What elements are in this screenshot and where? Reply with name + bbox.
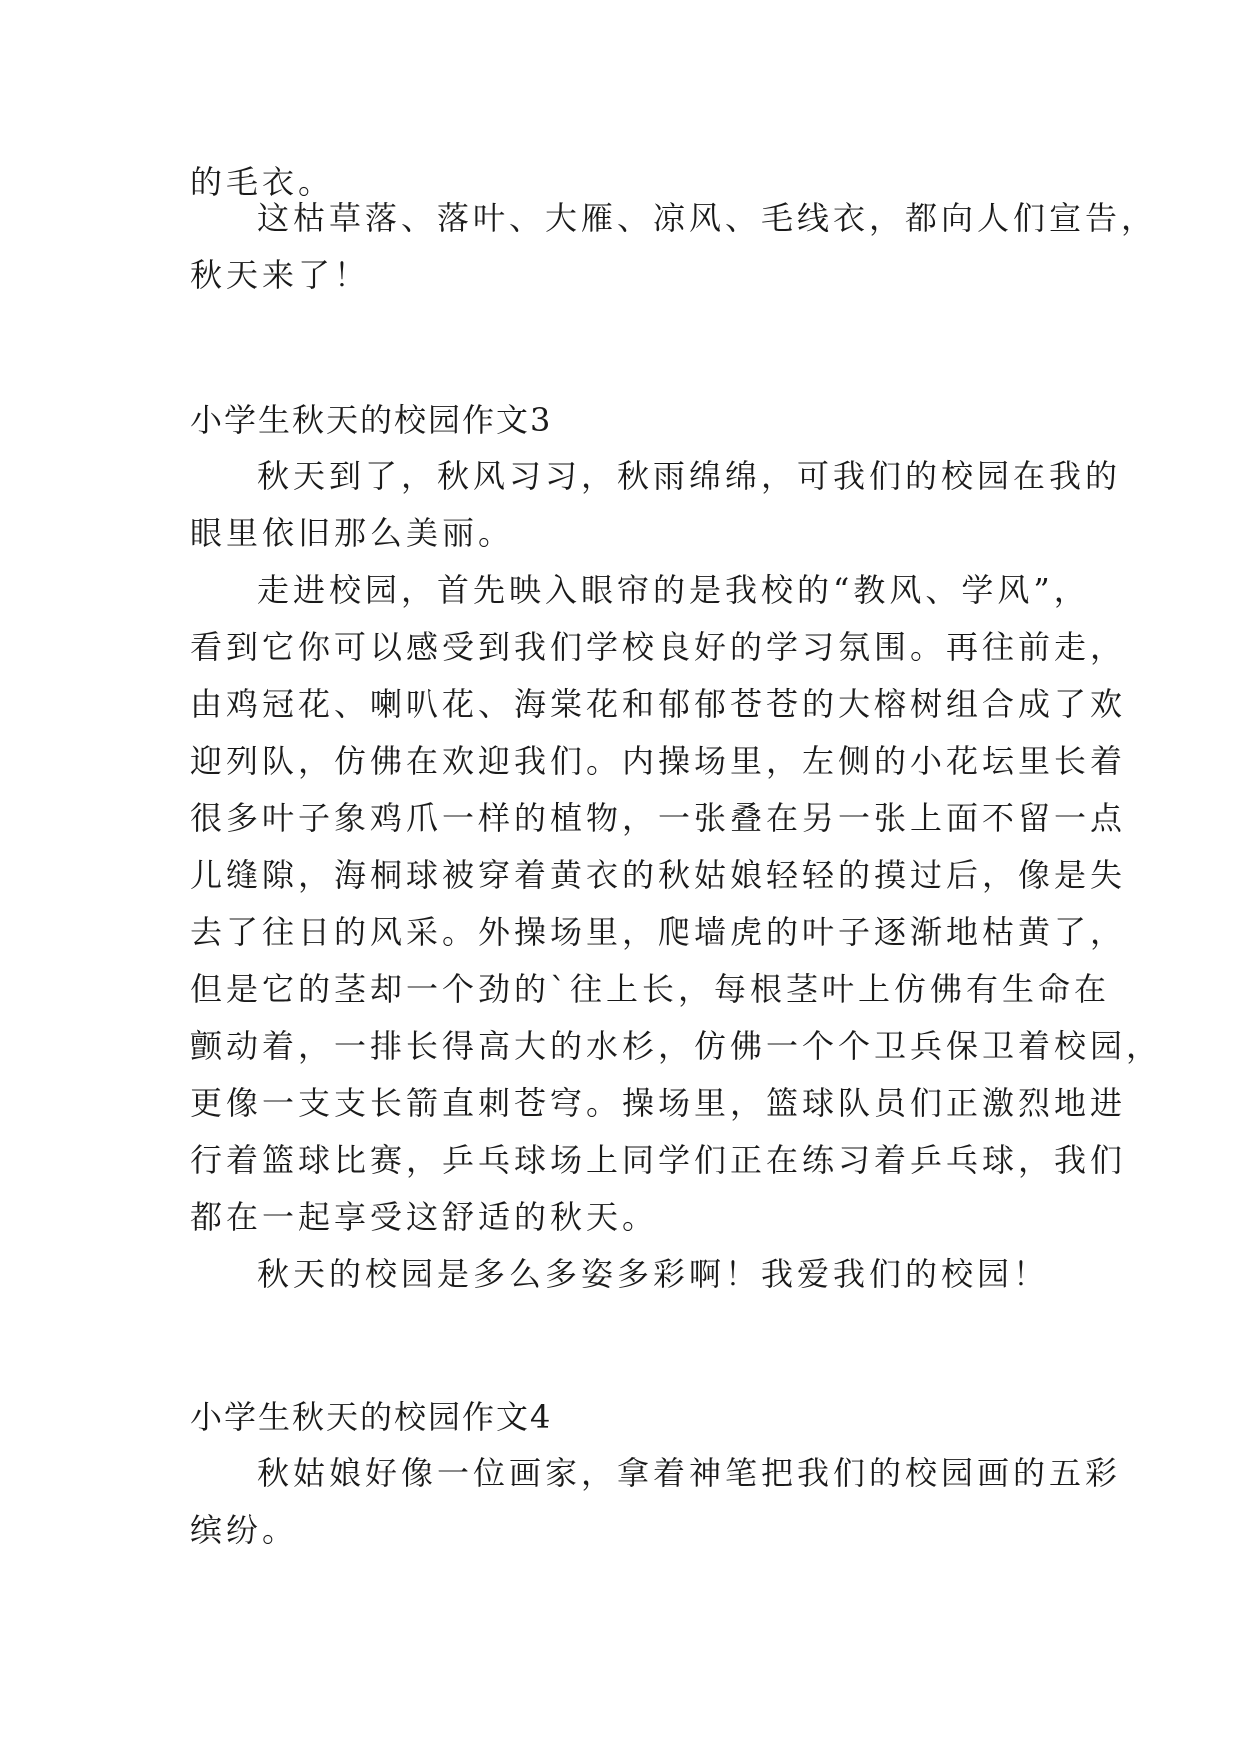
paragraph-4-line-7: 去了往日的风采。外操场里，爬墙虎的叶子逐渐地枯黄了，	[190, 913, 1127, 951]
paragraph-4-line-1: 走进校园，首先映入眼帘的是我校的“教风、学风”，	[257, 571, 1090, 609]
paragraph-6-line-1: 秋姑娘好像一位画家，拿着神笔把我们的校园画的五彩	[257, 1454, 1122, 1492]
paragraph-4-line-12: 都在一起享受这舒适的秋天。	[190, 1198, 659, 1236]
paragraph-2-line-2: 秋天来了！	[190, 256, 371, 294]
paragraph-1-line-1: 的毛衣。	[190, 163, 335, 201]
paragraph-4-line-5: 很多叶子象鸡爪一样的植物，一张叠在另一张上面不留一点	[190, 799, 1127, 837]
paragraph-2-line-1: 这枯草落、落叶、大雁、凉风、毛线衣，都向人们宣告，	[257, 199, 1158, 237]
paragraph-3-line-1: 秋天到了，秋风习习，秋雨绵绵，可我们的校园在我的	[257, 457, 1122, 495]
section-heading-4: 小学生秋天的校园作文4	[190, 1398, 553, 1436]
paragraph-6-line-2: 缤纷。	[190, 1511, 299, 1549]
paragraph-5-line-1: 秋天的校园是多么多姿多彩啊！我爱我们的校园！	[257, 1255, 1050, 1293]
paragraph-4-line-11: 行着篮球比赛，乒乓球场上同学们正在练习着乒乓球，我们	[190, 1141, 1127, 1179]
paragraph-4-line-6: 儿缝隙，海桐球被穿着黄衣的秋姑娘轻轻的摸过后，像是失	[190, 856, 1127, 894]
paragraph-4-line-4: 迎列队，仿佛在欢迎我们。内操场里，左侧的小花坛里长着	[190, 742, 1127, 780]
paragraph-4-line-9: 颤动着，一排长得高大的水杉，仿佛一个个卫兵保卫着校园，	[190, 1027, 1163, 1065]
section-heading-3: 小学生秋天的校园作文3	[190, 401, 553, 439]
paragraph-4-line-10: 更像一支支长箭直刺苍穹。操场里，篮球队员们正激烈地进	[190, 1084, 1127, 1122]
paragraph-4-line-3: 由鸡冠花、喇叭花、海棠花和郁郁苍苍的大榕树组合成了欢	[190, 685, 1127, 723]
paragraph-4-line-8: 但是它的茎却一个劲的`往上长，每根茎叶上仿佛有生命在	[190, 970, 1111, 1008]
paragraph-3-line-2: 眼里依旧那么美丽。	[190, 514, 515, 552]
paragraph-4-line-2: 看到它你可以感受到我们学校良好的学习氛围。再往前走，	[190, 628, 1127, 666]
